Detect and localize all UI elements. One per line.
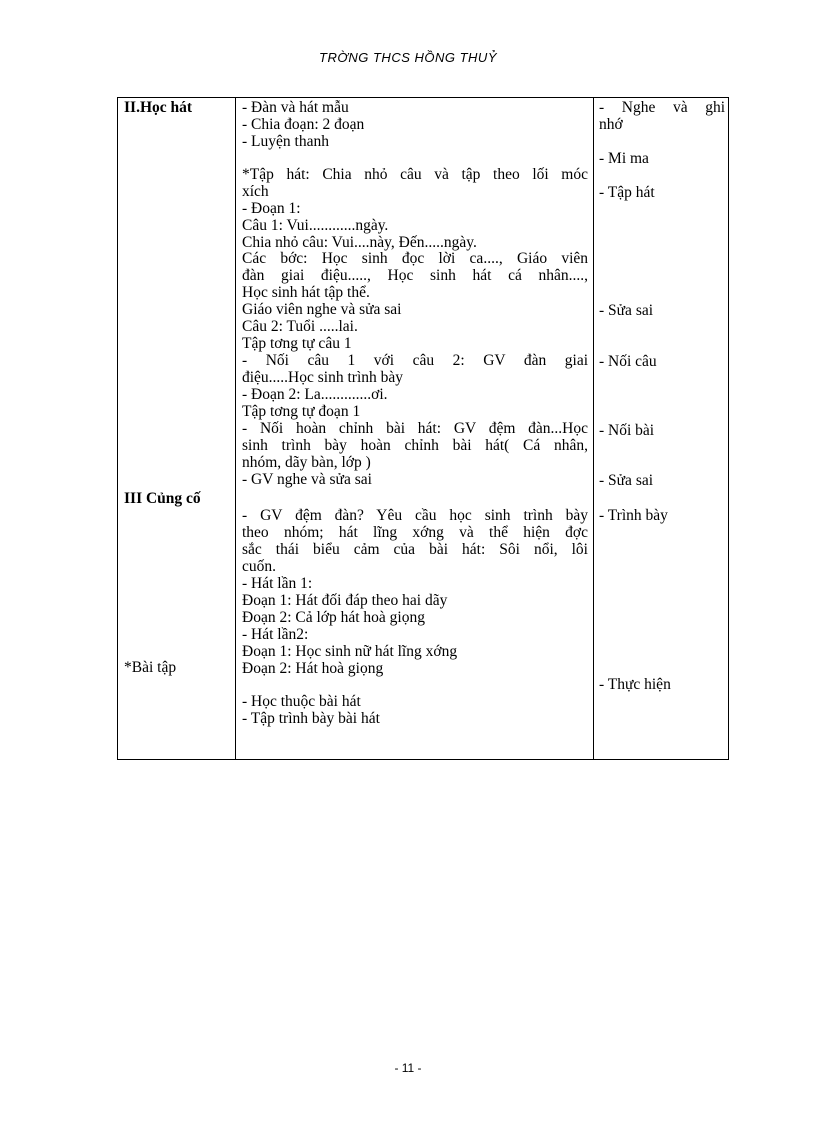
activity-line: xích xyxy=(242,183,269,200)
activity-line: điệu.....Học sinh trình bày xyxy=(242,369,404,386)
activity-line: Câu 2: Tuổi .....lai. xyxy=(242,318,358,335)
activity-line: Đoạn 2: Cả lớp hát hoà giọng xyxy=(242,609,425,626)
activity-line: - Hát lần 1: xyxy=(242,575,313,592)
column-divider xyxy=(593,98,594,759)
section-heading-bai-tap: *Bài tập xyxy=(124,659,177,676)
activity-line: - Luyện thanh xyxy=(242,133,329,150)
page-number: - 11 - xyxy=(394,1061,422,1075)
student-activity: nhớ xyxy=(599,116,623,133)
activity-line: - Hát lần2: xyxy=(242,626,309,643)
activity-line: - Đoạn 1: xyxy=(242,200,301,217)
activity-line: theo nhóm; hát lĩng xớng và thể hiện đợc xyxy=(242,524,588,541)
student-activity: - Nối câu xyxy=(599,353,657,370)
student-activity: - Mi ma xyxy=(599,150,649,167)
activity-line: Tập tơng tự câu 1 xyxy=(242,335,352,352)
activity-line: Giáo viên nghe và sửa sai xyxy=(242,301,402,318)
section-heading-cung-co: III Củng cố xyxy=(124,490,201,507)
activity-line: - Nối câu 1 với câu 2: GV đàn giai xyxy=(242,352,588,369)
student-activity: - Nghe và ghi xyxy=(599,99,725,116)
activity-line: - Học thuộc bài hát xyxy=(242,693,361,710)
section-heading-hoc-hat: II.Học hát xyxy=(124,99,193,116)
activity-line: - Tập trình bày bài hát xyxy=(242,710,380,727)
lesson-table xyxy=(117,97,729,760)
activity-line: Học sinh hát tập thể. xyxy=(242,284,370,301)
activity-line: sắc thái biểu cảm của bài hát: Sôi nổi, lôi xyxy=(242,541,588,558)
activity-line: cuốn. xyxy=(242,558,277,575)
activity-line: - Chia đoạn: 2 đoạn xyxy=(242,116,365,133)
activity-line: - Nối hoàn chỉnh bài hát: GV đệm đàn...Học xyxy=(242,420,588,437)
student-activity: - Sửa sai xyxy=(599,302,654,319)
school-header: TRỜNG THCS HỒNG THUỶ xyxy=(319,50,497,65)
activity-line: đàn giai điệu....., Học sinh hát cá nhân...., xyxy=(242,267,588,284)
activity-line: Câu 1: Vui............ngày. xyxy=(242,217,389,234)
activity-line: Chia nhỏ câu: Vui....này, Đến.....ngày. xyxy=(242,234,477,251)
activity-line: Đoạn 1: Học sinh nữ hát lĩng xớng xyxy=(242,643,458,660)
student-activity: - Sửa sai xyxy=(599,472,654,489)
activity-line: - Đàn và hát mẫu xyxy=(242,99,349,116)
activity-line: *Tập hát: Chia nhỏ câu và tập theo lối móc xyxy=(242,166,588,183)
student-activity: - Tập hát xyxy=(599,184,655,201)
student-activity: - Trình bày xyxy=(599,507,668,524)
activity-line: - GV nghe và sửa sai xyxy=(242,471,372,488)
student-activity: - Thực hiện xyxy=(599,676,671,693)
student-activity: - Nối bài xyxy=(599,422,655,439)
activity-line: nhóm, dãy bàn, lớp ) xyxy=(242,454,371,471)
activity-line: Đoạn 2: Hát hoà giọng xyxy=(242,660,384,677)
activity-line: - Đoạn 2: La.............ơi. xyxy=(242,386,388,403)
activity-line: - GV đệm đàn? Yêu cầu học sinh trình bày xyxy=(242,507,588,524)
activity-line: sinh trình bày hoàn chỉnh bài hát( Cá nhân, xyxy=(242,437,588,454)
activity-line: Các bớc: Học sinh đọc lời ca...., Giáo viên xyxy=(242,250,588,267)
activity-line: Đoạn 1: Hát đối đáp theo hai dãy xyxy=(242,592,448,609)
activity-line: Tập tơng tự đoạn 1 xyxy=(242,403,361,420)
